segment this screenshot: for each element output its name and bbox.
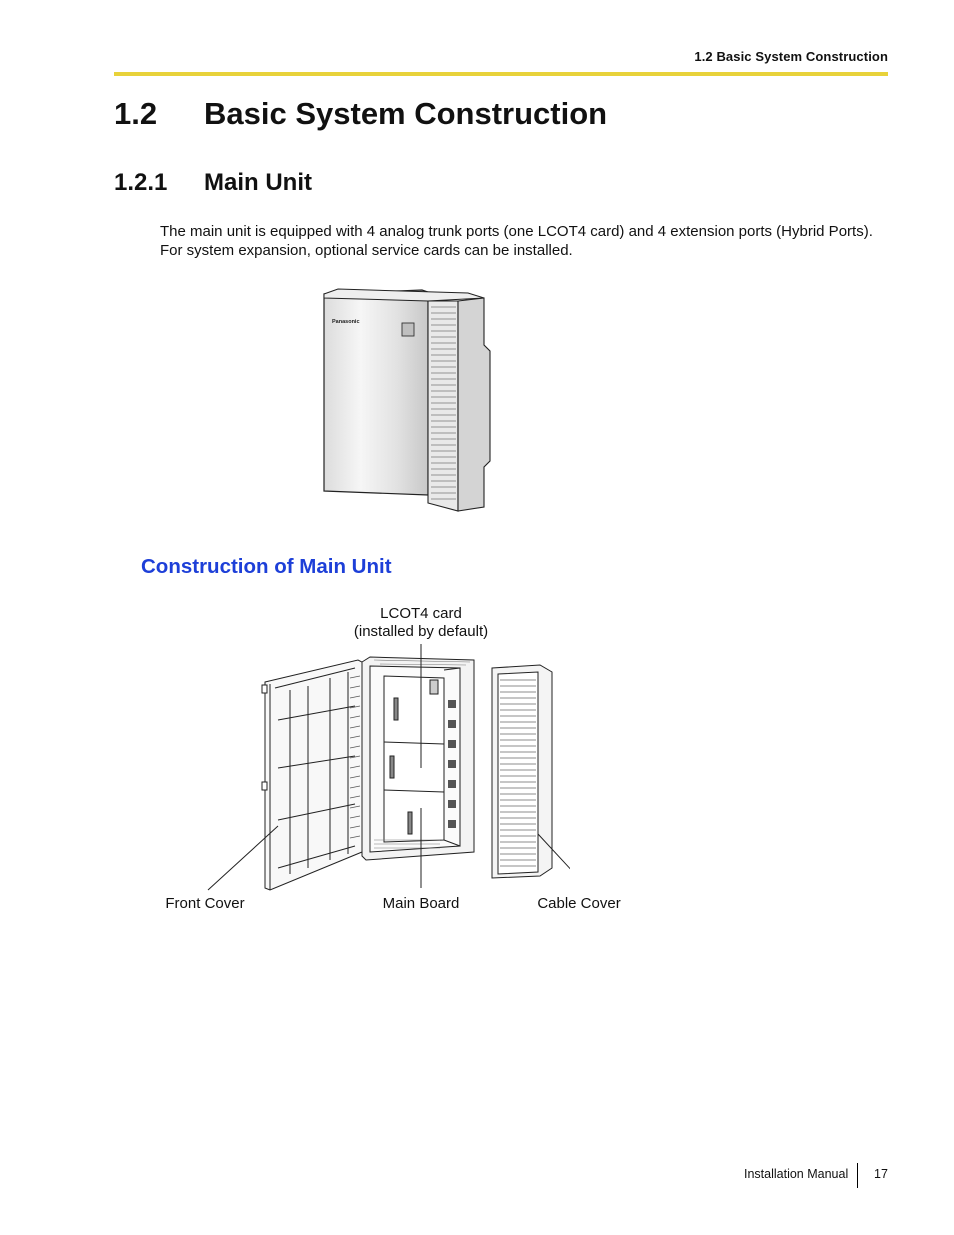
running-header: 1.2 Basic System Construction [694,49,888,64]
callout-main-board: Main Board [382,895,460,912]
footer-doc-name: Installation Manual [744,1167,849,1181]
brand-logo: Panasonic [332,319,360,325]
subsection-title: Main Unit [204,169,312,196]
intro-line-2: For system expansion, optional service cards can be installed. [160,242,573,259]
section-number: 1.2 [114,96,158,131]
intro-line-1: The main unit is equipped with 4 analog trunk ports (one LCOT4 card) and 4 extension ports (Hybrid Ports). [160,223,873,240]
callout-lcot4-line1: LCOT4 card [380,605,462,622]
section-title: Basic System Construction [204,96,608,131]
callout-lcot4 [336,605,506,641]
intro-paragraph [160,222,900,260]
front-cover-drawing [262,660,362,890]
footer-page-number: 17 [874,1167,888,1181]
subsection-number: 1.2.1 [114,169,168,196]
footer-divider [857,1163,858,1188]
header-rule [114,72,888,76]
construction-diagram [190,640,570,900]
main-unit-body-drawing [362,657,474,860]
construction-heading: Construction of Main Unit [141,555,392,578]
cable-cover-drawing [492,665,552,878]
subsection-heading [114,169,312,197]
section-heading [114,96,607,132]
callout-front-cover: Front Cover [165,895,245,912]
callout-cable-cover: Cable Cover [537,895,621,912]
main-unit-illustration [318,285,493,517]
callout-lcot4-line2: (installed by default) [353,623,489,640]
